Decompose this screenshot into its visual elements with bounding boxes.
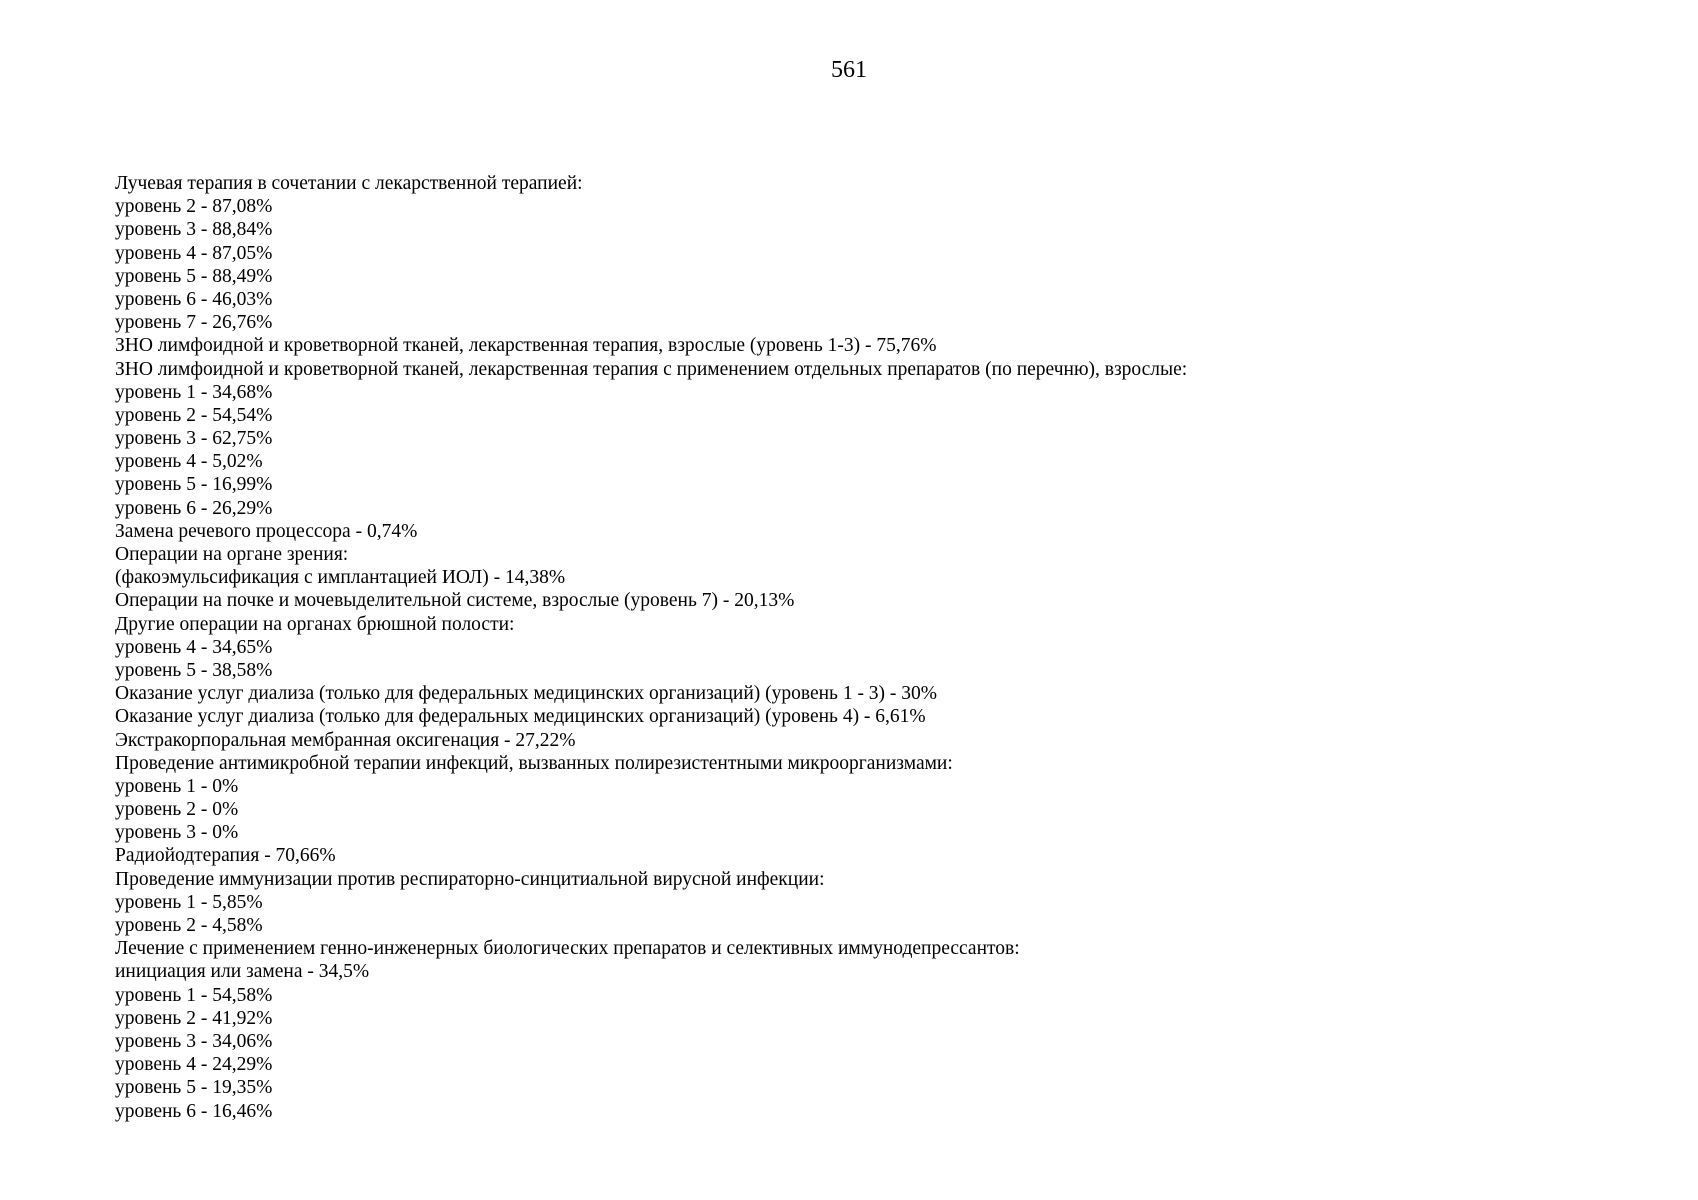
text-line: уровень 1 - 0% xyxy=(115,775,239,797)
text-line: уровень 2 - 54,54% xyxy=(115,404,273,426)
text-line: Радиойодтерапия - 70,66% xyxy=(115,845,336,867)
text-line: Проведение иммунизации против респираторно-синцитиальной вирусной инфекции: xyxy=(115,868,825,890)
text-line: ЗНО лимфоидной и кроветворной тканей, лекарственная терапия с применением отдельных препаратов (по перечню), взрослые: xyxy=(115,358,1188,380)
text-line: уровень 5 - 16,99% xyxy=(115,474,273,496)
text-line: уровень 3 - 0% xyxy=(115,822,239,844)
text-line: уровень 4 - 34,65% xyxy=(115,636,273,658)
text-line: уровень 7 - 26,76% xyxy=(115,312,273,334)
text-line: уровень 2 - 0% xyxy=(115,799,239,821)
text-line: уровень 3 - 34,06% xyxy=(115,1030,273,1052)
text-line: уровень 4 - 87,05% xyxy=(115,242,273,264)
text-line: уровень 4 - 5,02% xyxy=(115,451,263,473)
text-line: Экстракорпоральная мембранная оксигенация - 27,22% xyxy=(115,729,576,751)
document-body xyxy=(115,172,1595,1123)
text-line: уровень 1 - 54,58% xyxy=(115,984,273,1006)
text-line: (факоэмульсификация с имплантацией ИОЛ) - 14,38% xyxy=(115,567,566,589)
text-line: Операции на органе зрения: xyxy=(115,544,349,565)
text-line: уровень 5 - 19,35% xyxy=(115,1077,273,1099)
text-line: уровень 3 - 88,84% xyxy=(115,219,273,241)
text-line: Оказание услуг диализа (только для федеральных медицинских организаций) (уровень 1 - 3) - 30% xyxy=(115,683,938,705)
text-line: Операции на почке и мочевыделительной системе, взрослые (уровень 7) - 20,13% xyxy=(115,590,795,612)
text-line: уровень 4 - 24,29% xyxy=(115,1054,273,1076)
text-line: Лечение с применением генно-инженерных биологических препаратов и селективных иммунодепрессантов: xyxy=(115,938,1020,960)
text-line: уровень 2 - 87,08% xyxy=(115,196,273,218)
text-line: уровень 6 - 26,29% xyxy=(115,497,273,519)
text-line: уровень 2 - 41,92% xyxy=(115,1007,273,1029)
text-line: уровень 1 - 5,85% xyxy=(115,891,263,913)
text-line: уровень 6 - 16,46% xyxy=(115,1100,273,1122)
text-line: уровень 5 - 88,49% xyxy=(115,265,273,287)
text-line: Лучевая терапия в сочетании с лекарственной терапией: xyxy=(115,173,583,194)
text-line: уровень 3 - 62,75% xyxy=(115,428,273,450)
text-line: уровень 5 - 38,58% xyxy=(115,659,273,681)
text-line: уровень 2 - 4,58% xyxy=(115,915,263,936)
text-line: Проведение антимикробной терапии инфекций, вызванных полирезистентными микроорганизмами: xyxy=(115,752,953,774)
text-line: уровень 6 - 46,03% xyxy=(115,288,273,310)
text-line: ЗНО лимфоидной и кроветворной тканей, лекарственная терапия, взрослые (уровень 1-3) - 75,76% xyxy=(115,335,937,357)
text-line: Другие операции на органах брюшной полости: xyxy=(115,613,515,635)
text-line: инициация или замена - 34,5% xyxy=(115,961,370,983)
text-line: Замена речевого процессора - 0,74% xyxy=(115,520,418,542)
page-number: 561 xyxy=(831,57,867,83)
text-line: уровень 1 - 34,68% xyxy=(115,381,273,403)
text-line: Оказание услуг диализа (только для федеральных медицинских организаций) (уровень 4) - 6,61% xyxy=(115,706,926,728)
